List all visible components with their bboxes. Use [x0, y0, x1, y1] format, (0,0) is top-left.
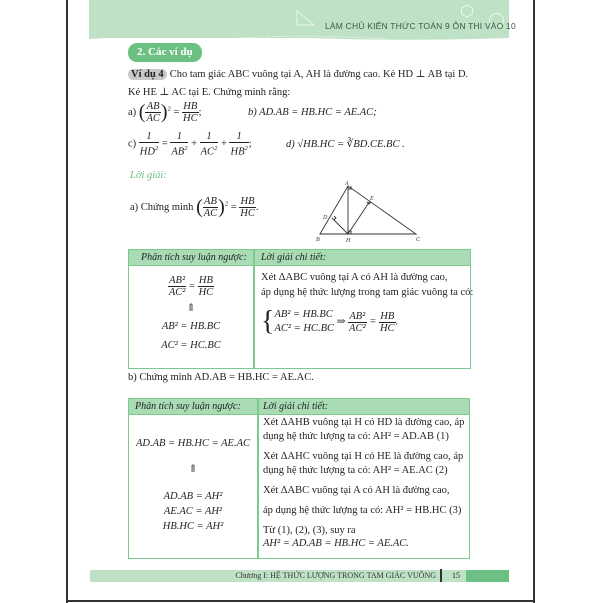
frac-num: AB — [146, 101, 160, 112]
header-wave — [89, 34, 509, 42]
frac-num: HB — [198, 275, 213, 286]
right-p3b: áp dụng hệ thức lượng ta có: AH² = HB.HC (3) — [263, 505, 462, 516]
label-d: D — [323, 215, 328, 221]
frac-num: AB² — [349, 310, 366, 322]
items-row-ab — [128, 101, 377, 124]
frac-num: 1 — [200, 131, 219, 143]
frac-den: $AC^2$ — [200, 145, 218, 158]
frac-num: 1 — [139, 131, 159, 143]
frac-den: AC — [203, 208, 218, 219]
left-goal: AD.AB = HB.HC = AE.AC — [135, 438, 250, 449]
item-c: c) $\frac{1}{HD^2}$ = $\frac{1}{AB^2}$ + $\frac{1}{AC^2}$ + $\frac{1}{HB^2}$ ; — [128, 131, 252, 158]
example-line-1 — [128, 68, 468, 80]
label-a: A — [345, 181, 349, 187]
intro-text: a) Chứng minh — [130, 201, 194, 213]
right-line-2: áp dụng hệ thức lượng trong tam giác vuông ta có: — [261, 287, 474, 298]
page-border-bottom — [66, 600, 535, 602]
frac-den: AC² — [168, 287, 186, 298]
frac-den: HC — [198, 287, 214, 298]
left-eq-1: AD.AB = AH² — [163, 491, 223, 502]
solution-b-intro: b) Chứng minh AD.AB = HB.HC = AE.AC. — [128, 372, 314, 383]
frac-num: AB² — [169, 275, 186, 286]
left-column — [129, 416, 257, 534]
label-e: E — [370, 196, 374, 202]
frac-den: AC — [146, 113, 160, 124]
column-divider — [257, 399, 259, 558]
frac-den: $HB^2$ — [230, 145, 248, 158]
punct: ; — [248, 138, 252, 150]
right-p2b: dụng hệ thức lượng ta có: AH² = AE.AC (2) — [263, 465, 448, 476]
example-text-1: Cho tam giác ABC vuông tại A, AH là đường cao. Kẻ HD ⊥ AB tại D. — [169, 69, 469, 80]
frac-den: HC — [182, 113, 198, 124]
col-header-solution: Lời giải chi tiết: — [261, 252, 327, 263]
frac-num: HB — [240, 196, 255, 207]
section-heading: 2. Các ví dụ — [128, 43, 202, 62]
left-fraction-eq: $\frac{\text{AB²}}{\text{AC²}}$ = $\frac{HB}{HC}$ — [168, 275, 214, 298]
footer-separator — [440, 569, 442, 582]
segment-hd — [332, 218, 348, 234]
triangle-icon — [295, 9, 317, 27]
left-eq-1: AB² = HB.BC — [161, 321, 221, 332]
right-column — [261, 267, 473, 336]
right-system: { AB² = HB.BC AC² = HC.BC ⇒ $\frac{\text{AB²}}{\text{AC²}}$ = $\frac{HB}{HC}$ . — [261, 306, 399, 337]
left-column — [129, 267, 253, 353]
left-eq-2: AC² = HC.BC — [161, 340, 221, 351]
triangle-abc — [320, 186, 416, 234]
page-border-left — [66, 0, 68, 603]
footer-accent — [466, 570, 509, 582]
solution-a-intro: a) Chứng minh ( $\frac{AB}{AC}$ )$^2$ = $\frac{HB}{HC}$ . — [130, 196, 259, 219]
frac-num: 1 — [229, 131, 248, 143]
right-p2a: Xét ΔAHC vuông tại H có HE là đường cao, áp — [263, 451, 464, 462]
frac-num: 1 — [170, 131, 188, 143]
frac-num: AB — [204, 196, 217, 207]
label-h: H — [346, 238, 351, 244]
col-header-solution: Lời giải chi tiết: — [263, 401, 329, 412]
right-column — [263, 416, 464, 550]
implies-symbol: ⇒ — [336, 316, 346, 328]
col-header-analysis: Phân tích suy luận ngược: — [141, 252, 247, 263]
example-badge: Ví dụ 4 — [128, 69, 167, 80]
up-arrow-icon: ⇑ — [186, 303, 196, 314]
frac-den: HC — [379, 322, 395, 334]
system-eq-2: AC² = HC.BC — [274, 323, 334, 334]
header-title: LÀM CHỦ KIẾN THỨC TOÁN 9 ÔN THI VÀO 10 — [325, 21, 516, 31]
col-header-analysis: Phân tích suy luận ngược: — [135, 401, 241, 412]
column-divider — [253, 250, 255, 368]
system-eq-1: AB² = HB.BC — [274, 309, 333, 320]
left-eq-3: HB.HC = AH² — [162, 521, 224, 532]
triangle-figure — [308, 180, 428, 244]
punct: . — [395, 316, 399, 328]
label-b: B — [316, 237, 320, 243]
example-line-2: Kẻ HE ⊥ AC tại E. Chứng minh rằng: — [128, 87, 291, 98]
frac-den: $HD^2$ — [139, 145, 159, 158]
footer-chapter: Chương I: HỆ THỨC LƯỢNG TRONG TAM GIÁC VUÔNG — [235, 571, 436, 580]
solution-label: Lời giải: — [130, 170, 167, 181]
right-p4a: Từ (1), (2), (3), suy ra — [263, 525, 356, 536]
exponent: 2 — [224, 200, 229, 208]
item-c-label: c) — [128, 138, 137, 150]
right-p1a: Xét ΔAHB vuông tại H có HD là đường cao, áp — [263, 417, 465, 428]
item-b: b) AD.AB = HB.HC = AE.AC; — [248, 107, 377, 118]
frac-den: AC² — [349, 322, 366, 334]
item-a-label: a) — [128, 106, 137, 118]
punct: ; — [198, 106, 202, 118]
up-arrow-icon: ⇑ — [188, 464, 198, 475]
right-line-1: Xét ΔABC vuông tại A có AH là đường cao, — [261, 272, 448, 283]
left-eq-2: AE.AC = AH² — [163, 506, 223, 517]
item-d: d) √HB.HC = ∛BD.CE.BC . — [286, 139, 405, 151]
right-p1b: dụng hệ thức lượng ta có: AH² = AD.AB (1) — [263, 431, 449, 442]
analysis-table-2 — [128, 398, 470, 559]
exponent: 2 — [167, 105, 171, 113]
item-a: a) ( $\frac{AB}{AC}$ )$^2$ = $\frac{HB}{HC}$ ; — [128, 101, 202, 124]
page-border-right — [533, 0, 535, 603]
items-row-cd — [128, 131, 405, 158]
frac-num: HB — [380, 310, 395, 322]
frac-den: HC — [240, 208, 255, 219]
frac-num: HB — [183, 101, 198, 112]
right-p3a: Xét ΔABC vuông tại A có AH là đường cao, — [263, 485, 450, 496]
page-number: 15 — [452, 571, 460, 580]
label-c: C — [416, 237, 421, 243]
segment-he — [348, 201, 370, 234]
analysis-table-1 — [128, 249, 474, 369]
hexagon-icon — [460, 4, 474, 18]
frac-den: $AB^2$ — [171, 145, 188, 158]
right-p4b: AH² = AD.AB = HB.HC = AE.AC. — [263, 538, 409, 549]
